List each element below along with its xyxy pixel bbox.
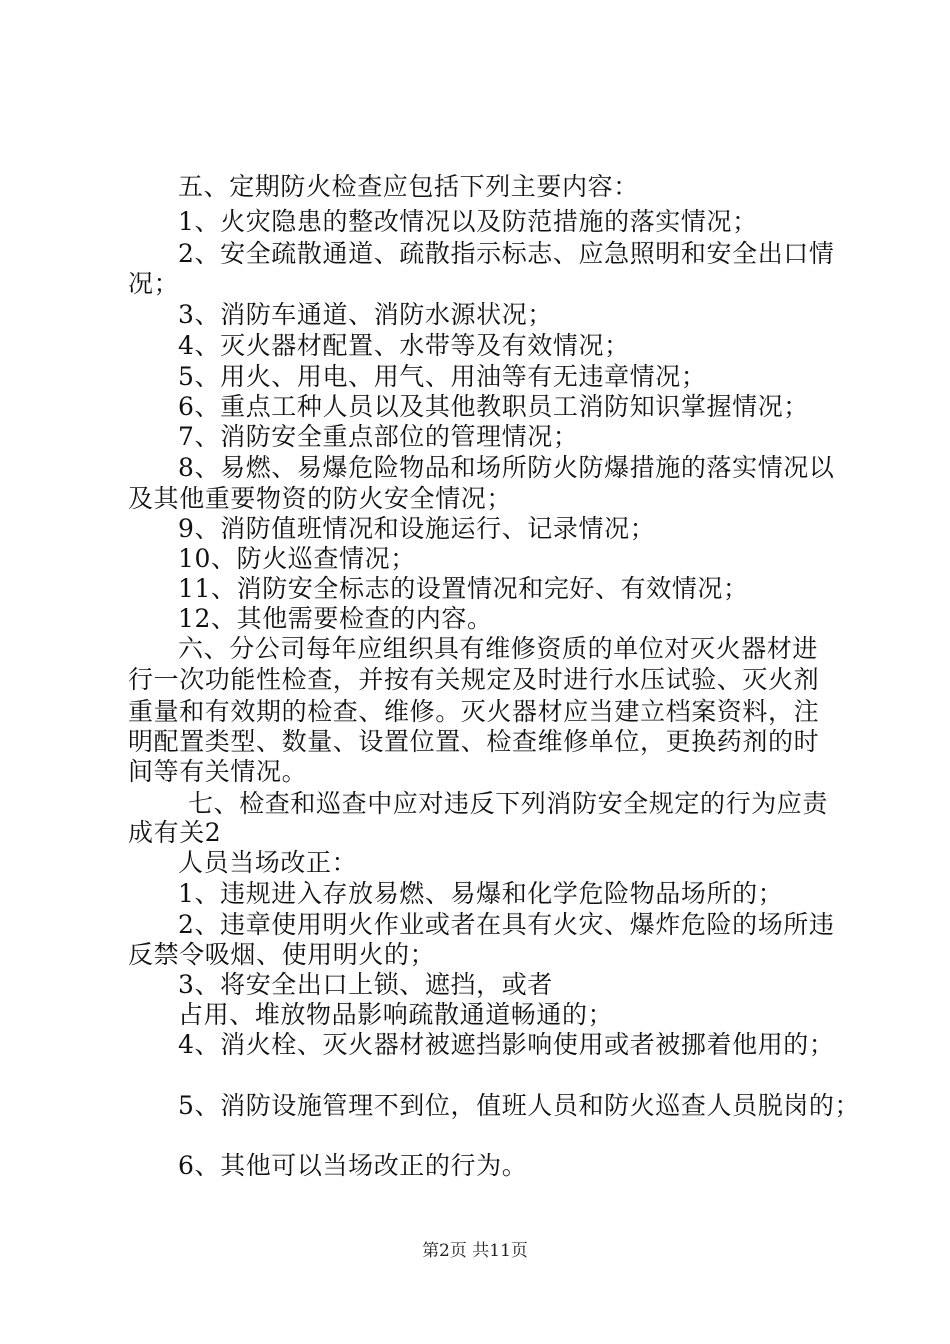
text-line-4: 况；: [128, 269, 180, 298]
text-line-27: 3、将安全出口上锁、遮挡，或者: [178, 970, 553, 999]
text-line-7: 5、用火、用电、用气、用油等有无违章情况；: [178, 362, 707, 391]
text-line-25: 2、违章使用明火作业或者在具有火灾、爆炸危险的场所违: [178, 910, 835, 939]
text-line-1: 五、定期防火检查应包括下列主要内容：: [178, 172, 639, 201]
text-line-19: 明配置类型、数量、设置位置、检查维修单位，更换药剂的时: [128, 727, 820, 756]
text-line-14: 11、消防安全标志的设置情况和完好、有效情况；: [178, 574, 749, 603]
text-line-15: 12、其他需要检查的内容。: [178, 604, 493, 633]
text-line-22: 成有关2: [128, 818, 222, 847]
text-line-16: 六、分公司每年应组织具有维修资质的单位对灭火器材进: [178, 634, 819, 663]
text-line-5: 3、消防车通道、消防水源状况；: [178, 300, 553, 329]
text-line-13: 10、防火巡查情况；: [178, 544, 416, 573]
text-line-12: 9、消防值班情况和设施运行、记录情况；: [178, 514, 656, 543]
text-line-10: 8、易燃、易爆危险物品和场所防火防爆措施的落实情况以: [178, 453, 835, 482]
text-line-20: 间等有关情况。: [128, 757, 308, 786]
text-line-21: 七、检查和巡查中应对违反下列消防安全规定的行为应责: [188, 789, 829, 818]
text-line-8: 6、重点工种人员以及其他教职员工消防知识掌握情况；: [178, 392, 809, 421]
text-line-18: 重量和有效期的检查、维修。灭火器材应当建立档案资料，注: [128, 697, 820, 726]
text-line-23: 人员当场改正：: [178, 848, 358, 877]
text-line-29: 4、消火栓、灭火器材被遮挡影响使用或者被挪着他用的；: [178, 1030, 835, 1059]
page-number-footer: 第2页 共11页: [422, 1241, 528, 1261]
text-line-17: 行一次功能性检查，并按有关规定及时进行水压试验、灭火剂: [128, 665, 820, 694]
text-line-11: 及其他重要物资的防火安全情况；: [128, 484, 513, 513]
text-line-26: 反禁令吸烟、使用明火的；: [128, 940, 436, 969]
text-line-28: 占用、堆放物品影响疏散通道畅通的；: [178, 1000, 614, 1029]
text-line-9: 7、消防安全重点部位的管理情况；: [178, 422, 579, 451]
text-line-31: 6、其他可以当场改正的行为。: [178, 1151, 528, 1180]
text-line-3: 2、安全疏散通道、疏散指示标志、应急照明和安全出口情: [178, 239, 835, 268]
text-line-2: 1、火灾隐患的整改情况以及防范措施的落实情况；: [178, 207, 758, 236]
text-line-24: 1、违规进入存放易燃、易爆和化学危险物品场所的；: [178, 879, 784, 908]
text-line-30: 5、消防设施管理不到位，值班人员和防火巡查人员脱岗的；: [178, 1091, 861, 1120]
text-line-6: 4、灭火器材配置、水带等及有效情况；: [178, 331, 630, 360]
